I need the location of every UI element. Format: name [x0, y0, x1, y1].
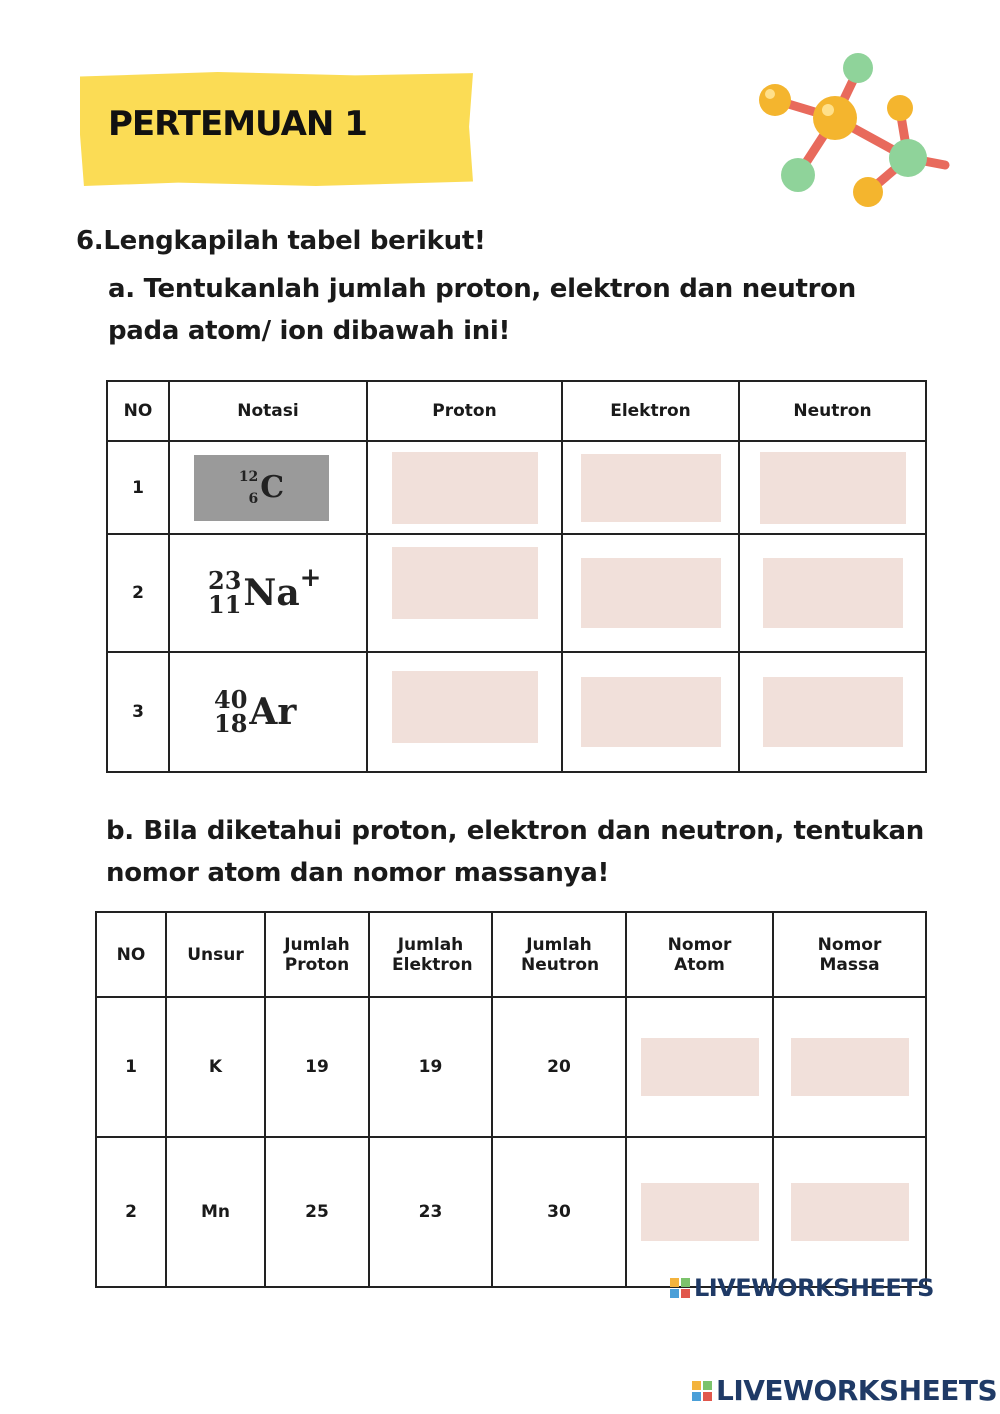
atomic-number: 18 — [214, 709, 248, 738]
liveworksheets-logo-icon — [692, 1381, 712, 1401]
element-symbol: C — [260, 470, 285, 505]
element-symbol: Ar — [249, 691, 297, 733]
table-row — [96, 1137, 926, 1287]
atomic-number: 6 — [248, 490, 259, 507]
row-number: 2 — [107, 534, 169, 652]
header-nomor-massa: Nomor Massa — [773, 912, 926, 997]
liveworksheets-logo-icon — [670, 1278, 690, 1298]
element-cell: K — [166, 997, 265, 1137]
neutron-answer-box[interactable] — [760, 452, 906, 524]
mass-number: 40 — [214, 685, 248, 714]
electron-answer-box[interactable] — [581, 454, 721, 522]
watermark-text: LIVEWORKSHEETS — [716, 1374, 998, 1407]
header-proton: Proton — [367, 381, 562, 441]
neutron-answer-box[interactable] — [763, 558, 903, 628]
proton-cell: 25 — [265, 1137, 369, 1287]
question-6a-text: a. Tentukanlah jumlah proton, elektron dan neutron pada atom/ ion dibawah ini! — [108, 274, 856, 346]
atomic-number: 11 — [208, 590, 242, 619]
proton-answer-box[interactable] — [392, 671, 538, 743]
table-row — [96, 997, 926, 1137]
mass-number: 12 — [238, 468, 259, 485]
electron-answer-box[interactable] — [581, 558, 721, 628]
header-neutron: Neutron — [739, 381, 926, 441]
header-jumlah-elektron: Jumlah Elektron — [369, 912, 492, 997]
watermark — [692, 1374, 997, 1407]
row-number: 1 — [107, 441, 169, 534]
neutron-answer-box[interactable] — [763, 677, 903, 747]
element-symbol: Na — [243, 572, 300, 614]
element-cell: Mn — [166, 1137, 265, 1287]
question-6-heading: 6.Lengkapilah tabel berikut! — [76, 226, 486, 256]
mass-number: 23 — [208, 566, 242, 595]
notation-carbon — [194, 455, 329, 521]
header-nomor-atom: Nomor Atom — [626, 912, 773, 997]
row-number: 3 — [107, 652, 169, 772]
ion-charge: + — [299, 563, 322, 593]
electron-cell: 19 — [369, 997, 492, 1137]
page-title: PERTEMUAN 1 — [108, 104, 367, 144]
notation-sodium — [208, 563, 322, 619]
header-notasi: Notasi — [169, 381, 367, 441]
header-unsur: Unsur — [166, 912, 265, 997]
proton-answer-box[interactable] — [392, 547, 538, 619]
table-atomic-mass — [95, 911, 927, 1288]
mass-number-answer-box[interactable] — [791, 1038, 909, 1096]
atomic-number-answer-box[interactable] — [641, 1183, 759, 1241]
table-header-row — [107, 381, 926, 441]
table-notation — [106, 380, 927, 773]
proton-cell: 19 — [265, 997, 369, 1137]
table-row — [107, 652, 926, 772]
header-no: NO — [107, 381, 169, 441]
atomic-number-answer-box[interactable] — [641, 1038, 759, 1096]
table-row — [107, 534, 926, 652]
header-jumlah-neutron: Jumlah Neutron — [492, 912, 626, 997]
proton-answer-box[interactable] — [392, 452, 538, 524]
header-jumlah-proton: Jumlah Proton — [265, 912, 369, 997]
row-number: 2 — [96, 1137, 166, 1287]
electron-cell: 23 — [369, 1137, 492, 1287]
header-elektron: Elektron — [562, 381, 739, 441]
row-number: 1 — [96, 997, 166, 1137]
watermark — [670, 1274, 934, 1302]
table-row — [107, 441, 926, 534]
molecule-icon — [740, 50, 950, 220]
mass-number-answer-box[interactable] — [791, 1183, 909, 1241]
header-no: NO — [96, 912, 166, 997]
notation-argon — [214, 685, 297, 738]
table-header-row — [96, 912, 926, 997]
neutron-cell: 20 — [492, 997, 626, 1137]
question-6b-text: b. Bila diketahui proton, elektron dan neutron, tentukan nomor atom dan nomor massanya! — [106, 816, 924, 888]
notation-cell — [169, 441, 367, 534]
electron-answer-box[interactable] — [581, 677, 721, 747]
watermark-text: LIVEWORKSHEETS — [694, 1274, 934, 1302]
neutron-cell: 30 — [492, 1137, 626, 1287]
